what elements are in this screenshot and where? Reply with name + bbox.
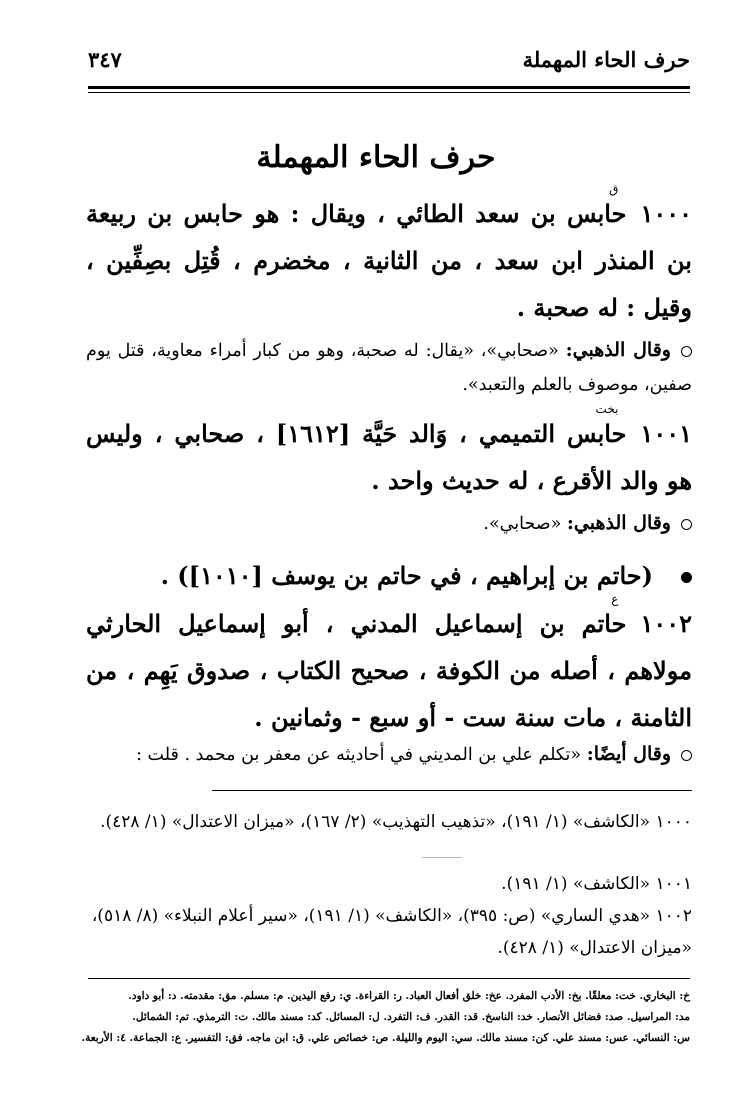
entry-1001 <box>86 402 692 504</box>
page-number: ٣٤٧ <box>88 47 122 72</box>
running-header <box>88 45 690 85</box>
abbreviations-line: س: النسائي. عس: مسند علي. كن: مسند مالك. سي: اليوم والليلة. ص: خصائص علي. ق: ابن ماجه. فق: التفسير. ع: الجماعة. ٤: الأربعة. <box>81 1032 690 1044</box>
entry-name: بخت حابس <box>566 402 627 448</box>
footnote-1001: ١٠٠١ «الكاشف» (١/ ١٩١). <box>501 874 692 894</box>
note-lead: وقال الذهبي: <box>566 512 671 534</box>
entry-text: بن إسماعيل المدني ، أبو إسماعيل الحارثي مولاهم ، أصله من الكوفة ، صحيح الكتاب ، صدوق يَهِم ، من الثامنة ، مات سنة ست - أو سبع - وثمانين . <box>86 609 692 732</box>
entry-number: ١٠٠٢ <box>640 609 692 638</box>
footnote-1000: ١٠٠٠ «الكاشف» (١/ ١٩١)، «تذهيب التهذيب» (٢/ ١٦٧)، «ميزان الاعتدال» (١/ ٤٢٨). <box>100 812 692 832</box>
note-dhahabi-1001 <box>86 506 692 541</box>
running-header-title: حرف الحاء المهملة <box>522 47 690 72</box>
footnote-separator <box>212 790 692 791</box>
entry-text: التميمي ، وَالد حَيَّة [١٦١٢] ، صحابي ، وليس هو والد الأقرع ، له حديث واحد . <box>86 419 692 495</box>
note-circle-icon <box>681 346 692 357</box>
footnote-1002: ١٠٠٢ «هدي الساري» (ص: ٣٩٥)، «الكاشف» (١/ ١٩١)، «سير أعلام النبلاء» (٨/ ٥١٨)، «ميزان الاعتدال» (١/ ٤٢٨). <box>91 906 692 958</box>
entry-text: بن سعد الطائي ، ويقال : هو حابس بن ربيعة بن المنذر ابن سعد ، من الثانية ، مخضرم ، قُتِل بصِفِّين ، وقيل : له صحبة . <box>86 199 692 322</box>
note-lead: وقال أيضًا: <box>586 743 671 765</box>
abbreviations-rule <box>88 978 690 979</box>
note-circle-icon <box>681 750 692 761</box>
footnote-divider-short <box>422 857 462 858</box>
entry-number: ١٠٠١ <box>640 419 692 448</box>
note-text: «صحابي»، «يقال: له صحبة، وهو من كبار أمراء معاوية، قتل يوم صفين، موصوف بالعلم والتعبد». <box>86 341 692 395</box>
book-symbol: بخت <box>595 402 619 416</box>
abbreviations-line: مد: المراسيل. صد: فضائل الأنصار. خد: الناسخ. قد: القدر. ف: التفرد. ل: المسائل. كد: مسند مالك. ت: الترمذي. تم: الشمائل. <box>132 1011 690 1023</box>
abbreviations-key <box>81 986 690 1049</box>
entry-1000 <box>86 182 692 331</box>
cross-reference: (حاتم بن إبراهيم ، في حاتم بن يوسف [١٠١٠]) . <box>86 552 692 599</box>
book-symbol: ع <box>611 592 619 606</box>
note-lead: وقال الذهبي: <box>565 339 671 361</box>
entry-name: ق حابس <box>567 182 627 228</box>
note-dhahabi-1000 <box>86 333 692 402</box>
entry-number: ١٠٠٠ <box>640 199 692 228</box>
cross-ref-text: بن إبراهيم ، في حاتم بن يوسف [١٠١٠]) . <box>160 561 597 590</box>
header-rule-thin <box>88 92 690 93</box>
abbreviations-line: خ: البخاري. خت: معلقًا. بخ: الأدب المفرد. عخ: خلق أفعال العباد. ر: القراءة. ي: رفع اليدين. م: مسلم. مق: مقدمته. د: أبو داود. <box>128 990 690 1002</box>
note-text: «صحابي». <box>483 514 567 534</box>
note-also <box>86 737 692 772</box>
note-circle-icon <box>681 519 692 530</box>
note-text: «تكلم علي بن المديني في أحاديثه عن معفر بن محمد . قلت : <box>136 745 587 765</box>
bullet-dot-icon <box>681 572 692 583</box>
header-rule-thick <box>88 86 690 89</box>
cross-ref-name: حاتم <box>596 561 642 590</box>
book-symbol: ق <box>609 182 619 196</box>
entry-name: ع حاتم <box>581 592 627 638</box>
chapter-title: حرف الحاء المهملة <box>256 140 496 175</box>
entry-1002 <box>86 592 692 741</box>
